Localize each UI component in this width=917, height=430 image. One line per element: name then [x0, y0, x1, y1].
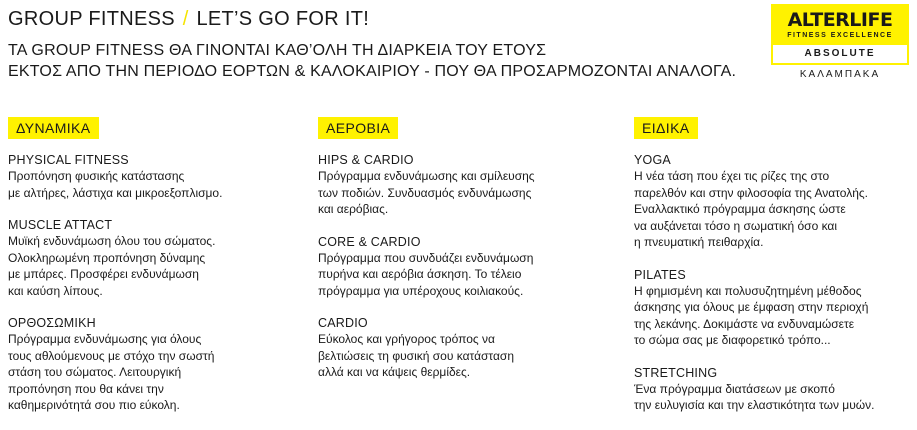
alterlife-logo [771, 4, 909, 80]
class-description: αλλά και να κάψεις θερμίδες. [318, 365, 471, 379]
class-item [634, 267, 914, 349]
logo-box [771, 4, 909, 45]
class-title: ΟΡΘΟΣΩΜΙΚΗ [8, 316, 96, 330]
class-title: CARDIO [318, 316, 368, 330]
class-item [8, 152, 298, 201]
class-description: Μυϊκή ενδυνάμωση όλου του σώματος. [8, 234, 216, 248]
class-description: παρελθόν και στην φιλοσοφία της Ανατολής. [634, 185, 868, 200]
class-title: CORE & CARDIO [318, 234, 421, 249]
class-title: STRETCHING [634, 365, 718, 380]
class-description: Εναλλακτικό πρόγραμμα άσκησης ώστε [634, 202, 846, 216]
class-description: η πνευματική πειθαρχία. [634, 235, 764, 249]
class-title: MUSCLE ATTACT [8, 218, 113, 232]
class-description: προπόνηση που θα κάνει την [8, 381, 164, 396]
column-dynamika [8, 117, 298, 430]
page-title [8, 6, 768, 32]
class-title: PHYSICAL FITNESS [8, 153, 129, 167]
class-description: τους αθλούμενους με στόχο την σωστή [8, 348, 215, 363]
class-item [634, 152, 914, 251]
class-description: Πρόγραμμα ενδυνάμωσης και σμίλευσης [318, 169, 535, 183]
class-description: καθημερινότητά σου πιο εύκολη. [8, 398, 180, 412]
class-title: PILATES [634, 267, 686, 282]
category-heading: ΕΙΔΙΚΑ [634, 117, 698, 139]
class-description: με μπάρες. Προσφέρει ενδυνάμωση [8, 267, 199, 281]
class-description: Ολοκληρωμένη προπόνηση δύναμης [8, 250, 206, 265]
class-description: των ποδιών. Συνδυασμός ενδυνάμωσης [318, 185, 532, 200]
class-title: HIPS & CARDIO [318, 153, 414, 167]
title-right: LET’S GO FOR IT! [196, 8, 370, 30]
class-description: άσκησης για όλους με έμφαση στην περιοχή [634, 300, 869, 314]
title-slash: / [182, 8, 189, 30]
class-description: να αυξάνεται τόσο η σωματική όσο και [634, 218, 838, 233]
class-item [318, 234, 608, 300]
logo-tagline: FITNESS EXCELLENCE [787, 32, 893, 39]
class-description: και καύση λίπους. [8, 283, 103, 298]
logo-city: ΚΑΛΑΜΠΑΚΑ [799, 69, 881, 80]
subtitle-line: ΤΑ GROUP FITNESS ΘΑ ΓΙΝΟΝΤΑΙ ΚΑΘ’ΟΛΗ ΤΗ ΔΙΑΡΚΕΙΑ ΤΟΥ ΕΤΟΥΣ [8, 42, 547, 59]
class-description: και αερόβιας. [318, 202, 389, 216]
column-eidika [634, 117, 914, 430]
subtitle [8, 40, 768, 82]
class-description: Ένα πρόγραμμα διατάσεων με σκοπό [634, 381, 835, 396]
class-description: στάση του σώματος. Λειτουργική [8, 365, 182, 379]
class-description: πυρήνα και αερόβια άσκηση. Το τέλειο [318, 267, 522, 281]
header [8, 6, 768, 82]
class-description: Εύκολος και γρήγορος τρόπος να [318, 332, 495, 346]
logo-brand: ALTERLIFE [787, 9, 893, 31]
class-item [8, 315, 298, 414]
class-item [8, 217, 298, 299]
category-heading: ΔΥΝΑΜΙΚΑ [8, 117, 99, 139]
class-description: πρόγραμμα για υπέροχους κοιλιακούς. [318, 283, 524, 298]
class-description: με αλτήρες, λάστιχα και μικροεξοπλισμο. [8, 185, 223, 200]
class-description: το σώμα σας με διαφορετικό τρόπο... [634, 333, 831, 347]
title-left: GROUP FITNESS [8, 8, 175, 30]
class-description: Η νέα τάση που έχει τις ρίζες της στο [634, 169, 830, 183]
class-description: Η φημισμένη και πολυσυζητημένη μέθοδος [634, 283, 862, 298]
class-description: της λεκάνης. Δοκιμάστε να ενδυναμώσετε [634, 316, 855, 331]
column-aerovia [318, 117, 608, 397]
class-description: Πρόγραμμα ενδυνάμωσης για όλους [8, 332, 202, 346]
subtitle-line: ΕΚΤΟΣ ΑΠΟ ΤΗΝ ΠΕΡΙΟΔΟ ΕΟΡΤΩΝ & ΚΑΛΟΚΑΙΡΙΟΥ - ΠΟΥ ΘΑ ΠΡΟΣΑΡΜΟΖΟΝΤΑΙ ΑΝΑΛΟΓΑ. [8, 63, 737, 80]
category-heading: ΑΕΡΟΒΙΑ [318, 117, 398, 139]
class-item [634, 365, 914, 414]
class-description: Πρόγραμμα που συνδυάζει ενδυνάμωση [318, 250, 534, 265]
class-description: Προπόνηση φυσικής κατάστασης [8, 169, 185, 183]
class-title: YOGA [634, 153, 671, 167]
logo-edition: ABSOLUTE [771, 45, 909, 65]
class-description: την ευλυγισία και την ελαστικότητα των μυών. [634, 398, 875, 412]
class-description: βελτιώσεις τη φυσική σου κατάσταση [318, 348, 515, 363]
class-item [318, 315, 608, 381]
class-item [318, 152, 608, 218]
